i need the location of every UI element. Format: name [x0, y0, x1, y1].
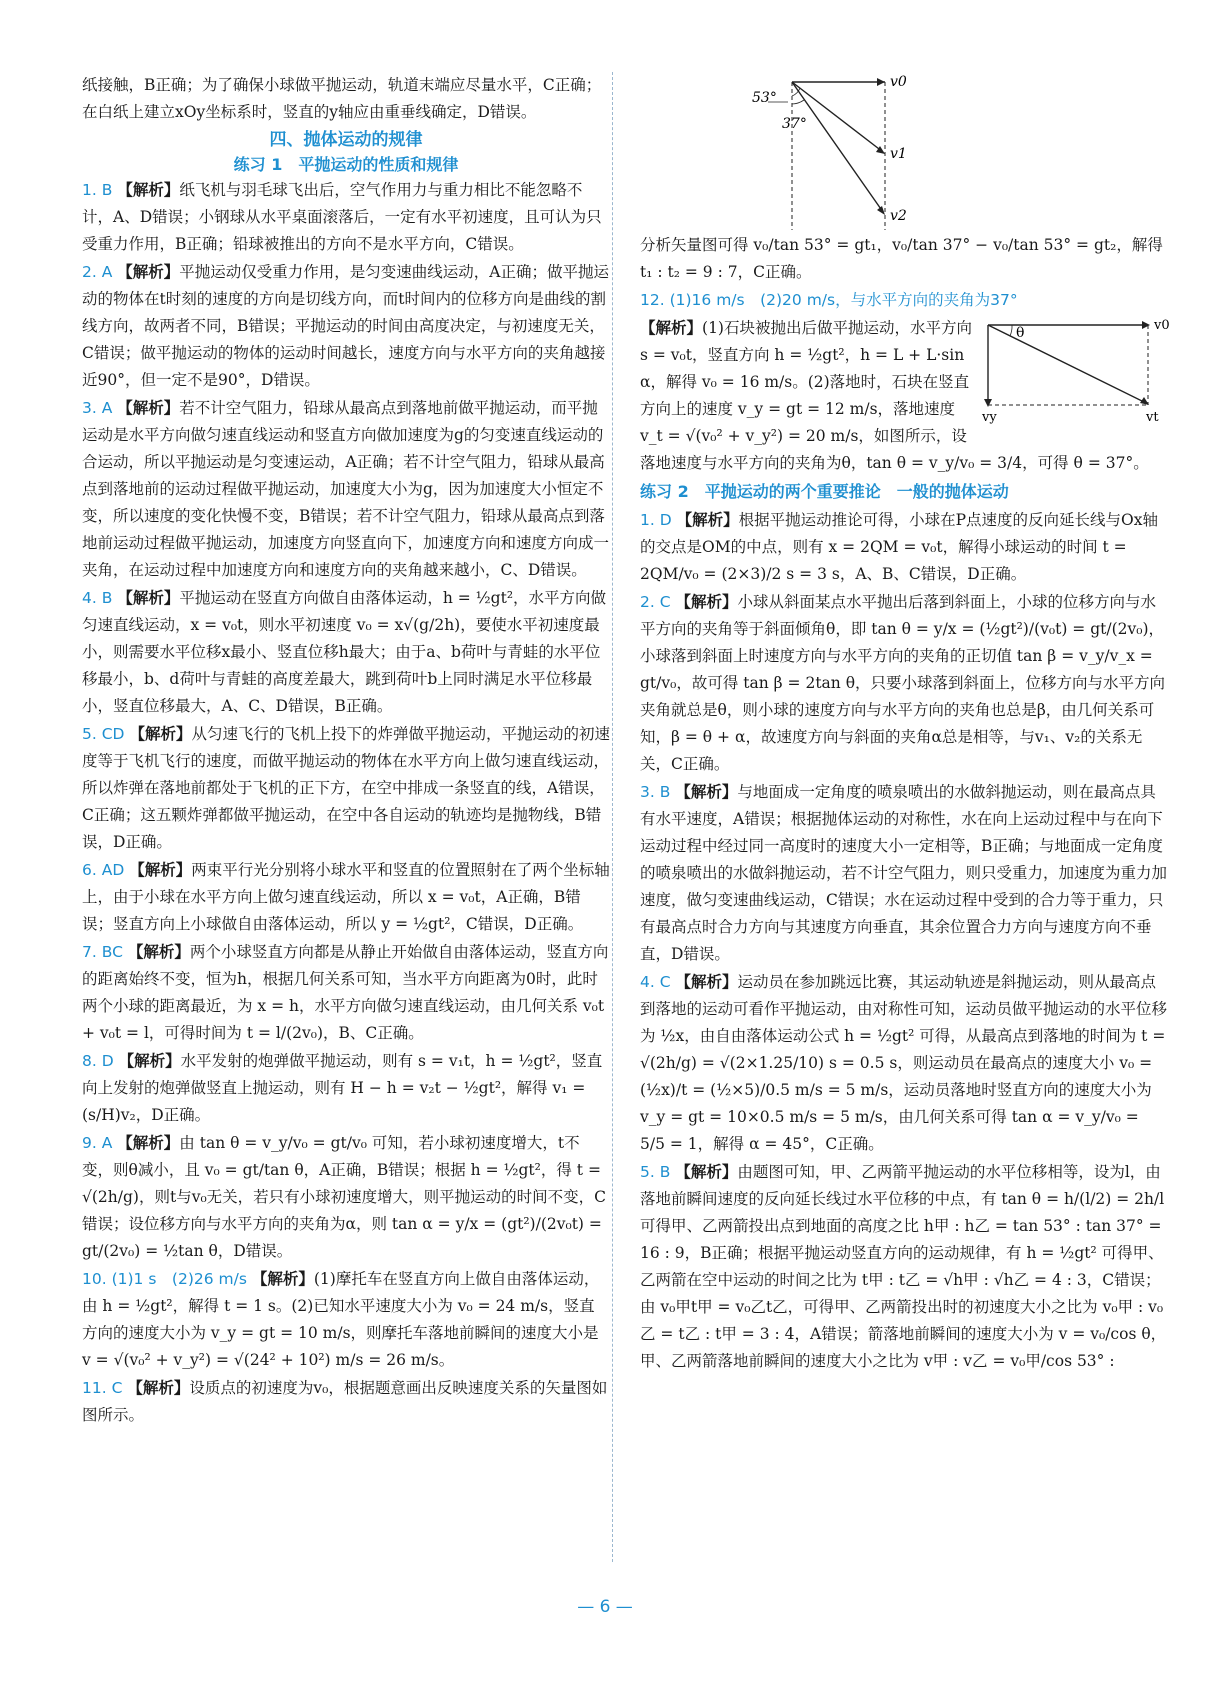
intro-paragraph: 纸接触，B正确；为了确保小球做平抛运动，轨道末端应尽量水平，C正确；在白纸上建立xOy坐标系时，竖直的y轴应由重垂线确定，D错误。 [82, 76, 602, 121]
left-item-ans: A [101, 263, 113, 281]
left-item-text: (1)摩托车在竖直方向上做自由落体运动，由 h = ½gt²，解得 t = 1 s。(2)已知水平速度大小为 v₀ = 24 m/s，竖直方向的速度大小为 v_y = gt = 10 m/s，则摩托车落地前瞬间的速度大小是 v = √(v₀² + v_y²) = √(24² + 10²) m/s = 26 m/s。 [82, 1270, 600, 1369]
angle-53-label: 53° [752, 90, 777, 106]
right-item-4 [640, 969, 1168, 1158]
left-item-num: 2. [82, 263, 97, 281]
left-item-tag: 【解析】 [117, 399, 180, 417]
right-item-1 [640, 507, 1168, 588]
left-item-tag: 【解析】 [129, 725, 192, 743]
left-item-6 [82, 857, 610, 938]
left-item-tag: 【解析】 [117, 589, 180, 607]
right-item-num: 2. [640, 593, 655, 611]
right-item-ans: C [659, 593, 671, 611]
exercise1-title: 练习 1 平抛运动的性质和规律 [233, 155, 459, 174]
right-item-text: 运动员在参加跳远比赛，其运动轨迹是斜抛运动，则从最高点到落地的运动可看作平抛运动，由对称性可知，运动员做平抛运动的水平位移为 ½x，由自由落体运动公式 h = ½gt² 可得，从最高点到落地的时间为 t = √(2h/g) = √(2×1.25/10) s = 0.5 s，则运动员在最高点的速度大小 v₀ = (½x)/t = (½×5)/0.5 m/s = 5 m/s，运动员落地时竖直方向的速度大小为 v_y = gt = 10×0.5 m/s = 5 m/s，由几何关系可得 tan α = v_y/v₀ = 5/5 = 1，解得 α = 45°，C正确。 [640, 973, 1168, 1153]
item-12 [640, 287, 1168, 314]
right-item-num: 4. [640, 973, 655, 991]
left-item-text: 纸飞机与羽毛球飞出后，空气作用力与重力相比不能忽略不计，A、D错误；小钢球从水平桌面滚落后，一定有水平初速度，且可认为只受重力作用，B正确；铅球被推出的方向不是水平方向，C错误。 [82, 181, 602, 253]
left-item-tag: 【解析】 [118, 1052, 181, 1070]
left-item-4 [82, 585, 610, 720]
right-answer-list [640, 507, 1168, 1375]
right-item-tag: 【解析】 [675, 973, 738, 991]
left-answer-list [82, 177, 610, 1429]
left-item-ans: D [101, 1052, 114, 1070]
right-item-2 [640, 589, 1168, 778]
right-item-text: 小球从斜面某点水平抛出后落到斜面上，小球的位移方向与水平方向的夹角等于斜面倾角θ，即 tan θ = y/x = (½gt²)/(v₀t) = gt/(2v₀)，小球落到斜面上时速度方向与水平方向的夹角的正切值 tan β = v_y/v_x = gt/v₀，故可得 tan β = 2tan θ，只要小球落到斜面上，位移方向与水平方向夹角就总是θ，则小球的速度方向与水平方向的夹角也总是β，由几何关系可知，β = θ + α，故速度方向与斜面的夹角α总是相等，与v₁、v₂的关系无关，C正确。 [640, 593, 1166, 773]
item-11-continued: 分析矢量图可得 v₀/tan 53° = gt₁，v₀/tan 37° − v₀/tan 53° = gt₂，解得 t₁ : t₂ = 9 : 7，C正确。 [640, 236, 1163, 281]
left-item-tag: 【解析】 [117, 1134, 180, 1152]
left-item-ans: B [101, 589, 113, 607]
left-item-2 [82, 259, 610, 394]
fig12-theta-label: θ [1016, 325, 1025, 341]
left-item-tag: 【解析】 [129, 861, 192, 879]
fig12-vt-label: vt [1146, 410, 1159, 425]
v1-label: v1 [890, 146, 907, 162]
left-item-ans: (1)1 s (2)26 m/s [111, 1270, 247, 1288]
item-12-answer: (1)16 m/s (2)20 m/s，与水平方向的夹角为37° [669, 291, 1018, 309]
left-item-tag: 【解析】 [127, 943, 190, 961]
left-item-text: 设质点的初速度为v₀，根据题意画出反映速度关系的矢量图如图所示。 [82, 1379, 608, 1424]
right-item-3 [640, 779, 1168, 968]
right-item-num: 3. [640, 783, 655, 801]
right-item-ans: B [659, 1163, 671, 1181]
fig12-v0-label: v0 [1154, 318, 1170, 333]
left-item-num: 11. [82, 1379, 107, 1397]
left-item-ans: AD [101, 861, 125, 879]
left-item-num: 10. [82, 1270, 107, 1288]
v2-label: v2 [890, 208, 907, 224]
left-item-text: 水平发射的炮弹做平抛运动，则有 s = v₁t，h = ½gt²，竖直向上发射的炮弹做竖直上抛运动，则有 H − h = v₂t − ½gt²，解得 v₁ = (s/H)v₂，D正确。 [82, 1052, 603, 1124]
left-item-num: 6. [82, 861, 97, 879]
item-12-body [640, 315, 1168, 477]
right-item-num: 5. [640, 1163, 655, 1181]
left-item-ans: BC [101, 943, 123, 961]
left-item-tag: 【解析】 [251, 1270, 314, 1288]
left-item-10 [82, 1266, 610, 1374]
right-item-text: 根据平抛运动推论可得，小球在P点速度的反向延长线与Ox轴的交点是OM的中点，则有 x = 2QM = v₀t，解得小球运动的时间 t = 2QM/v₀ = (2×3)/2 s = 3 s，A、B、C错误，D正确。 [640, 511, 1159, 583]
left-item-text: 两个小球竖直方向都是从静止开始做自由落体运动，竖直方向的距离始终不变，恒为h，根据几何关系可知，当水平方向距离为0时，此时两个小球的距离最近，为 x = h，水平方向做匀速直线运动，由几何关系 v₀t + v₀t = l，可得时间为 t = l/(2v₀)，B、C正确。 [82, 943, 609, 1042]
left-item-text: 若不计空气阻力，铅球从最高点到落地前做平抛运动，而平抛运动是水平方向做匀速直线运动和竖直方向做加速度为g的匀变速直线运动的合运动，所以平抛运动是匀变速运动，A正确；若不计空气阻力，铅球从最高点到落地前的运动过程做平抛运动，加速度大小为g，因为加速度大小恒定不变，所以速度的变化快慢不变，B错误；若不计空气阻力，铅球从最高点到落地前运动过程做平抛运动，加速度方向竖直向下，加速度方向和速度方向成一夹角，在运动过程中加速度方向和速度方向的夹角越来越小，C、D错误。 [82, 399, 610, 579]
left-item-num: 3. [82, 399, 97, 417]
left-item-ans: C [111, 1379, 123, 1397]
right-item-ans: D [659, 511, 672, 529]
right-item-ans: C [659, 973, 671, 991]
left-item-11 [82, 1375, 610, 1429]
figure-12-vector-diagram [978, 315, 1168, 425]
left-item-tag: 【解析】 [127, 1379, 190, 1397]
left-item-text: 两束平行光分别将小球水平和竖直的位置照射在了两个坐标轴上，由于小球在水平方向上做匀速直线运动，所以 x = v₀t，A正确，B错误；竖直方向上小球做自由落体运动，所以 y = ½gt²，C错误，D正确。 [82, 861, 610, 933]
right-item-tag: 【解析】 [675, 783, 738, 801]
figure-11-svg [640, 72, 1168, 232]
left-item-ans: A [101, 1134, 113, 1152]
left-item-tag: 【解析】 [117, 263, 180, 281]
left-item-ans: CD [101, 725, 125, 743]
column-divider [612, 72, 613, 1562]
left-item-num: 8. [82, 1052, 97, 1070]
section-title: 四、抛体运动的规律 [269, 130, 423, 150]
left-item-num: 5. [82, 725, 97, 743]
fig12-vy-label: vy [982, 410, 997, 425]
left-item-num: 4. [82, 589, 97, 607]
exercise2-title: 练习 2 平抛运动的两个重要推论 一般的抛体运动 [640, 482, 1009, 501]
angle-37-label: 37° [782, 116, 807, 132]
right-item-ans: B [659, 783, 671, 801]
right-item-5 [640, 1159, 1168, 1375]
left-item-num: 7. [82, 943, 97, 961]
left-item-tag: 【解析】 [117, 181, 180, 199]
left-item-text: 由 tan θ = v_y/v₀ = gt/v₀ 可知，若小球初速度增大，t不变，则θ减小，且 v₀ = gt/tan θ，A正确，B错误；根据 h = ½gt²，得 t = √(2h/g)，则t与v₀无关，若只有小球初速度增大，则平抛运动的时间不变，C错误；设位移方向与水平方向的夹角为α，则 tan α = y/x = (gt²)/(2v₀t) = gt/(2v₀) = ½tan θ，D错误。 [82, 1134, 607, 1260]
left-item-text: 从匀速飞行的飞机上投下的炸弹做平抛运动，平抛运动的初速度等于飞机飞行的速度，而做平抛运动的物体在水平方向上做匀速直线运动，所以炸弹在落地前都处于飞机的正下方，在空中排成一条竖直的线，A错误，C正确；这五颗炸弹都做平抛运动，在空中各自运动的轨迹均是抛物线，B错误，D正确。 [82, 725, 610, 851]
item-12-text: (1)石块被抛出后做平抛运动，水平方向 s = v₀t，竖直方向 h = ½gt²，h = L + L·sin α，解得 v₀ = 16 m/s。(2)落地时，石块在竖直方向上的速度 v_y = gt = 12 m/s，落地速度 v_t = √(v₀² + v_y²) = 20 m/s，如图所示，设落地速度与水平方向的夹角为θ，tan θ = v_y/v₀ = 3/4，可得 θ = 37°。 [640, 319, 1149, 472]
left-item-5 [82, 721, 610, 856]
left-column [82, 72, 610, 1430]
right-item-tag: 【解析】 [676, 511, 739, 529]
left-item-text: 平抛运动仅受重力作用，是匀变速曲线运动，A正确；做平抛运动的物体在t时刻的速度的方向是切线方向，而t时间内的位移方向是曲线的割线方向，故两者不同，B错误；平抛运动的时间由高度决定，与初速度无关，C错误；做平抛运动的物体的运动时间越长，速度方向与水平方向的夹角越接近90°，但一定不是90°，D错误。 [82, 263, 609, 389]
right-item-tag: 【解析】 [675, 1163, 738, 1181]
left-item-num: 1. [82, 181, 97, 199]
right-column [640, 72, 1168, 1376]
left-item-7 [82, 939, 610, 1047]
item-12-tag: 【解析】 [640, 319, 703, 337]
right-item-text: 由题图可知，甲、乙两箭平抛运动的水平位移相等，设为l，由落地前瞬间速度的反向延长线过水平位移的中点，有 tan θ = h/(l/2) = 2h/l 可得甲、乙两箭投出点到地面的高度之比 h甲 : h乙 = tan 53° : tan 37° = 16 : 9，B正确；根据平抛运动竖直方向的运动规律，有 h = ½gt² 可得甲、乙两箭在空中运动的时间之比为 t甲 : t乙 = √h甲 : √h乙 = 4 : 3，C错误；由 v₀甲t甲 = v₀乙t乙，可得甲、乙两箭投出时的初速度大小之比为 v₀甲 : v₀乙 = t乙 : t甲 = 3 : 4，A错误；箭落地前瞬间的速度大小为 v = v₀/cos θ，甲、乙两箭落地前瞬间的速度大小之比为 v甲 : v乙 = v₀甲/cos 53° : [640, 1163, 1167, 1370]
left-item-9 [82, 1130, 610, 1265]
page-number: — 6 — [577, 1597, 633, 1617]
left-item-ans: A [101, 399, 113, 417]
left-item-3 [82, 395, 610, 584]
left-item-8 [82, 1048, 610, 1129]
right-item-num: 1. [640, 511, 655, 529]
figure-11-vector-diagram [640, 72, 1168, 232]
left-item-ans: B [101, 181, 113, 199]
item-12-number: 12. [640, 291, 665, 309]
figure-12-svg [978, 315, 1168, 425]
left-item-num: 9. [82, 1134, 97, 1152]
left-item-1 [82, 177, 610, 258]
left-item-text: 平抛运动在竖直方向做自由落体运动，h = ½gt²，水平方向做匀速直线运动，x = v₀t，则水平初速度 v₀ = x√(g/2h)，要使水平初速度最小，则需要水平位移x最小、竖直位移h最大；由于a、b荷叶与青蛙的水平位移最小，b、d荷叶与青蛙的高度差最大，跳到荷叶b上同时满足水平位移最小，竖直位移最大，A、C、D错误，B正确。 [82, 589, 607, 715]
v0-label: v0 [890, 74, 907, 90]
right-item-tag: 【解析】 [675, 593, 738, 611]
right-item-text: 与地面成一定角度的喷泉喷出的水做斜抛运动，则在最高点具有水平速度，A错误；根据抛体运动的对称性，水在向上运动过程中与在向下运动过程中经过同一高度时的速度大小一定相等，B正确；与地面成一定角度的喷泉喷出的水做斜抛运动，若不计空气阻力，则只受重力，加速度为重力加速度，做匀变速曲线运动，C错误；水在运动过程中受到的合力等于重力，只有最高点时合力方向与其速度方向垂直，其余位置合力方向与速度方向不垂直，D错误。 [640, 783, 1168, 963]
